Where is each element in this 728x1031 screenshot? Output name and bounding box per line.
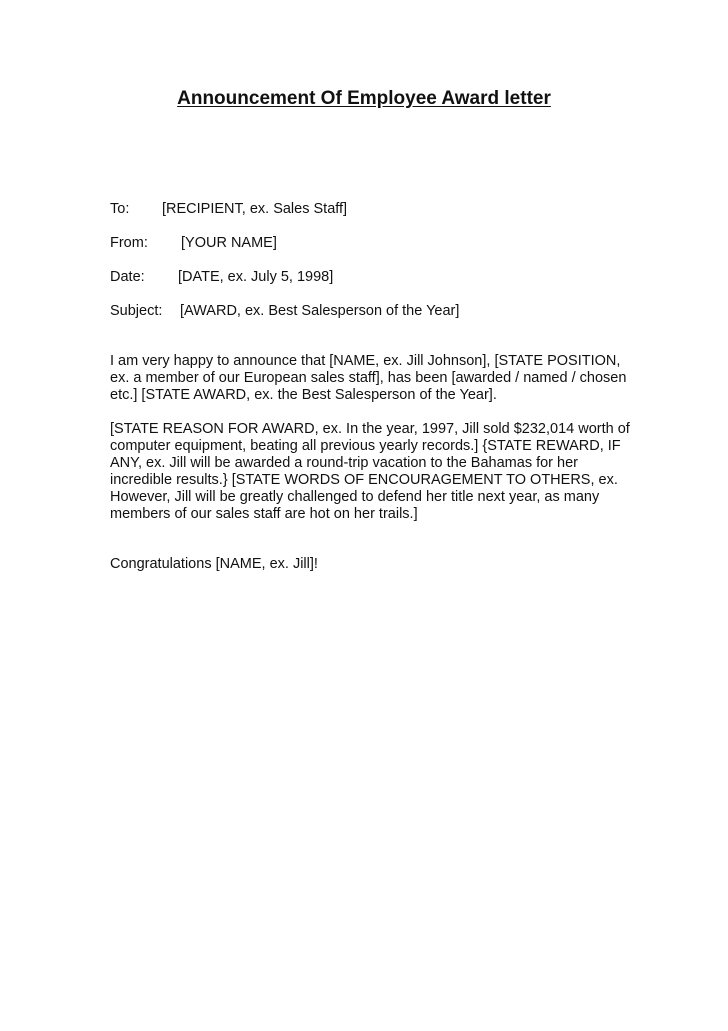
body-paragraph-closing: Congratulations [NAME, ex. Jill]! [110,556,318,572]
from-field [110,235,277,251]
document-title: Announcement Of Employee Award letter [177,88,551,109]
date-field [110,269,334,285]
body-paragraph-reason: [STATE REASON FOR AWARD, ex. In the year, 1997, Jill sold $232,014 worth of computer equipment, beating all previous yearly records.] {STATE REWARD, IF ANY, ex. Jill will be awarded a round-trip vacation to the Bahamas for her incredible results.} [STATE WORDS OF ENCOURAGEMENT TO OTHERS, ex. However, Jill will be greatly challenged to defend her title next year, as many members of our sales staff are hot on her trails.] [110,421,630,522]
subject-field [110,303,460,319]
date-label: Date: [110,269,145,285]
from-value: [YOUR NAME] [181,235,277,251]
to-field [110,201,348,217]
from-label: From: [110,235,148,251]
date-value: [DATE, ex. July 5, 1998] [178,269,334,285]
body-paragraph-announcement: I am very happy to announce that [NAME, ex. Jill Johnson], [STATE POSITION, ex. a member of our European sales staff], has been [awarded / named / chosen etc.] [STATE AWARD, ex. the Best Salesperson of the Year]. [110,353,627,403]
to-value: [RECIPIENT, ex. Sales Staff] [162,201,348,217]
subject-value: [AWARD, ex. Best Salesperson of the Year] [180,303,460,319]
subject-label: Subject: [110,303,163,319]
to-label: To: [110,201,130,217]
